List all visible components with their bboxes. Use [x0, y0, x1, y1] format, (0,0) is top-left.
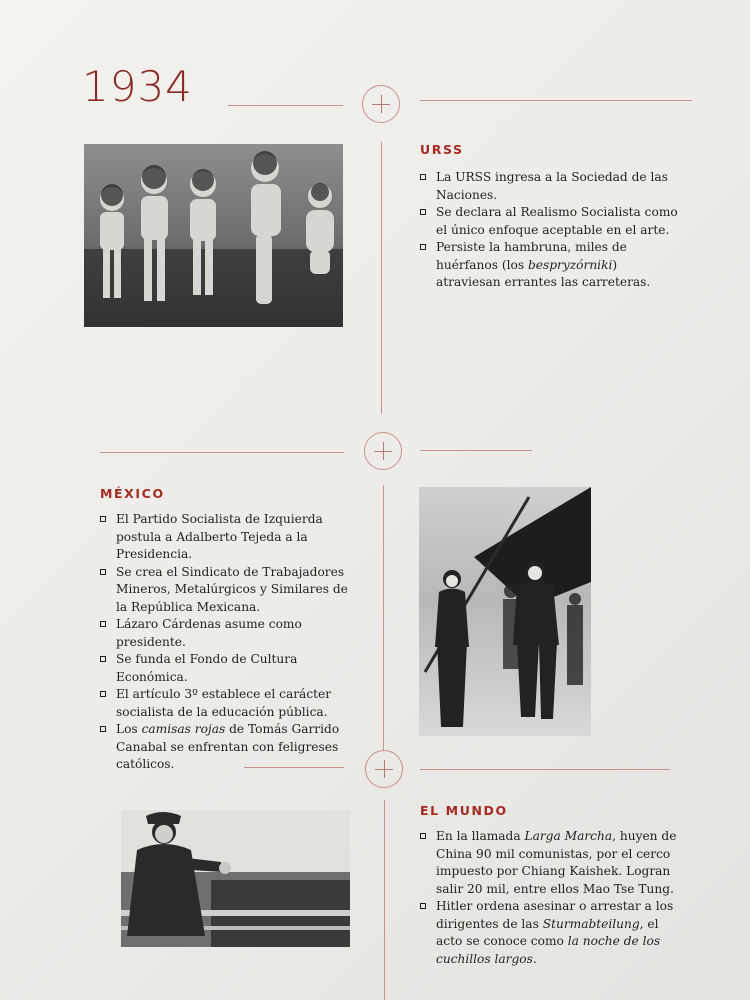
list-item: Se declara al Realismo Socialista como el único enfoque aceptable en el arte.: [420, 204, 682, 239]
timeline-line: [383, 485, 384, 750]
list-item: Hitler ordena asesinar o arrestar a los dirigentes de las Sturmabteilung, el acto se conoce como la noche de los cuchillos largos.: [420, 898, 682, 968]
divider-line: [100, 452, 344, 453]
divider-line: [228, 105, 343, 106]
photo-mao-illustration: [121, 810, 350, 947]
list-item: En la llamada Larga Marcha, huyen de China 90 mil comunistas, por el cerco impuesto por Chiang Kaishek. Logran salir 20 mil, entre ellos Mao Tse Tung.: [420, 828, 682, 898]
divider-line: [420, 450, 532, 451]
timeline-line: [381, 142, 382, 414]
plus-circle-icon: [365, 750, 403, 788]
photo-mao: [121, 810, 350, 947]
photo-march-illustration: [419, 487, 591, 736]
list-item: Los camisas rojas de Tomás Garrido Canabal se enfrentan con feligreses católicos.: [100, 721, 362, 774]
divider-line: [420, 769, 670, 770]
list-item: Lázaro Cárdenas asume como presidente.: [100, 616, 362, 651]
year-title: 1934: [82, 62, 193, 111]
section-heading-urss: URSS: [420, 142, 464, 157]
section-heading-mexico: MÉXICO: [100, 486, 165, 501]
list-item: La URSS ingresa a la Sociedad de las Naciones.: [420, 169, 682, 204]
photo-children-illustration: [84, 144, 343, 327]
section-heading-mundo: EL MUNDO: [420, 803, 508, 818]
list-item: El Partido Socialista de Izquierda postula a Adalberto Tejeda a la Presidencia.: [100, 511, 362, 564]
plus-circle-icon: [362, 85, 400, 123]
photo-march-flag: [419, 487, 591, 736]
list-item: Se funda el Fondo de Cultura Económica.: [100, 651, 362, 686]
list-item: Se crea el Sindicato de Trabajadores Mineros, Metalúrgicos y Similares de la República Mexicana.: [100, 564, 362, 617]
mundo-event-list: [420, 828, 682, 968]
mexico-event-list: [100, 511, 362, 774]
photo-children-famine: [84, 144, 343, 327]
divider-line: [420, 100, 692, 101]
timeline-line: [384, 800, 385, 1000]
plus-circle-icon: [364, 432, 402, 470]
list-item: El artículo 3º establece el carácter socialista de la educación pública.: [100, 686, 362, 721]
list-item: Persiste la hambruna, miles de huérfanos (los bespryzórniki) atraviesan errantes las carreteras.: [420, 239, 682, 292]
urss-event-list: [420, 169, 682, 292]
